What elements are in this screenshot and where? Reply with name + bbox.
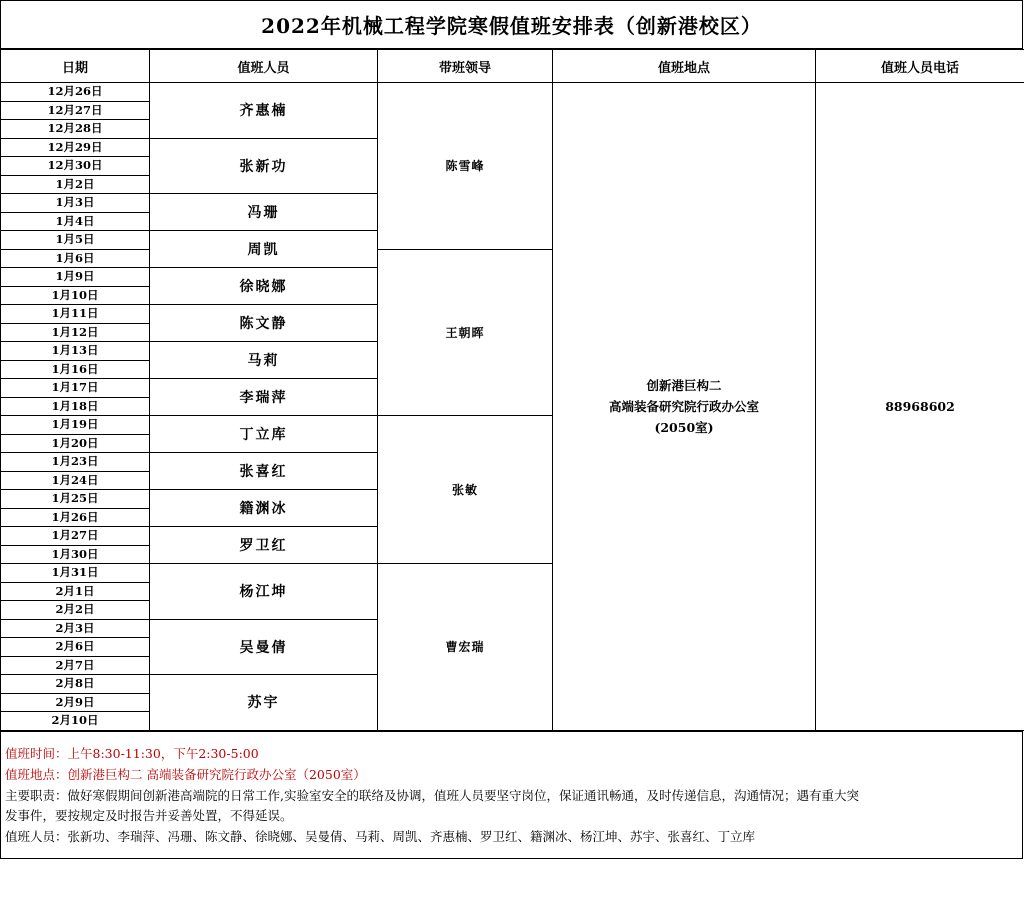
date-cell: 12月29日 bbox=[1, 138, 150, 157]
date-cell: 12月27日 bbox=[1, 101, 150, 120]
date-cell: 1月10日 bbox=[1, 286, 150, 305]
header-date: 日期 bbox=[1, 50, 150, 83]
schedule-body bbox=[1, 83, 1024, 731]
date-cell: 1月23日 bbox=[1, 453, 150, 472]
date-cell: 1月13日 bbox=[1, 342, 150, 361]
date-cell: 1月20日 bbox=[1, 434, 150, 453]
date-cell: 1月19日 bbox=[1, 416, 150, 435]
table-row bbox=[1, 83, 1024, 102]
date-cell: 2月8日 bbox=[1, 675, 150, 694]
header-phone: 值班人员电话 bbox=[816, 50, 1024, 83]
date-cell: 1月25日 bbox=[1, 490, 150, 509]
date-cell: 1月31日 bbox=[1, 564, 150, 583]
location-cell bbox=[553, 83, 816, 731]
staff-cell: 张喜红 bbox=[150, 453, 378, 490]
date-cell: 1月27日 bbox=[1, 527, 150, 546]
staff-cell: 李瑞萍 bbox=[150, 379, 378, 416]
date-cell: 1月16日 bbox=[1, 360, 150, 379]
date-cell: 1月5日 bbox=[1, 231, 150, 250]
date-cell: 12月28日 bbox=[1, 120, 150, 139]
leader-cell: 张敏 bbox=[378, 416, 553, 564]
staff-cell: 徐晓娜 bbox=[150, 268, 378, 305]
duty-staff-list: 值班人员：张新功、李瑞萍、冯珊、陈文静、徐晓娜、吴曼倩、马莉、周凯、齐惠楠、罗卫红、籍渊冰、杨江坤、苏宇、张喜红、丁立库 bbox=[5, 829, 756, 845]
staff-cell: 杨江坤 bbox=[150, 564, 378, 620]
staff-cell: 苏宇 bbox=[150, 675, 378, 731]
location-line3: (2050室) bbox=[654, 419, 714, 435]
date-cell: 1月11日 bbox=[1, 305, 150, 324]
staff-cell: 陈文静 bbox=[150, 305, 378, 342]
staff-cell: 罗卫红 bbox=[150, 527, 378, 564]
date-cell: 1月17日 bbox=[1, 379, 150, 398]
staff-cell: 丁立库 bbox=[150, 416, 378, 453]
date-cell: 1月2日 bbox=[1, 175, 150, 194]
leader-cell: 王朝晖 bbox=[378, 249, 553, 416]
staff-cell: 冯珊 bbox=[150, 194, 378, 231]
date-cell: 1月18日 bbox=[1, 397, 150, 416]
date-cell: 2月7日 bbox=[1, 656, 150, 675]
header-row bbox=[1, 50, 1024, 83]
sheet-title: 2022年机械工程学院寒假值班安排表（创新港校区） bbox=[0, 0, 1023, 49]
date-cell: 1月30日 bbox=[1, 545, 150, 564]
date-cell: 2月2日 bbox=[1, 601, 150, 620]
header-leader: 带班领导 bbox=[378, 50, 553, 83]
staff-cell: 籍渊冰 bbox=[150, 490, 378, 527]
phone-cell: 88968602 bbox=[816, 83, 1024, 731]
date-cell: 1月26日 bbox=[1, 508, 150, 527]
location-line2: 高端装备研究院行政办公室 bbox=[608, 398, 759, 414]
staff-cell: 齐惠楠 bbox=[150, 83, 378, 139]
leader-cell: 曹宏瑞 bbox=[378, 564, 553, 731]
date-cell: 12月30日 bbox=[1, 157, 150, 176]
date-cell: 2月6日 bbox=[1, 638, 150, 657]
leader-cell: 陈雪峰 bbox=[378, 83, 553, 250]
date-cell: 1月9日 bbox=[1, 268, 150, 287]
notes-section bbox=[0, 731, 1023, 859]
date-cell: 2月3日 bbox=[1, 619, 150, 638]
duty-responsibility-line1: 主要职责：做好寒假期间创新港高端院的日常工作,实验室安全的联络及协调，值班人员要坚守岗位，保证通讯畅通，及时传递信息，沟通情况；遇有重大突 bbox=[5, 787, 859, 803]
header-location: 值班地点 bbox=[553, 50, 816, 83]
location-line1: 创新港巨构二 bbox=[646, 377, 722, 393]
date-cell: 2月9日 bbox=[1, 693, 150, 712]
date-cell: 2月10日 bbox=[1, 712, 150, 731]
date-cell: 1月6日 bbox=[1, 249, 150, 268]
duty-responsibility-line2: 发事件，要按规定及时报告并妥善处置，不得延误。 bbox=[5, 808, 293, 824]
duty-place-note: 值班地点：创新港巨构二 高端装备研究院行政办公室（2050室） bbox=[5, 766, 366, 782]
date-cell: 1月24日 bbox=[1, 471, 150, 490]
schedule-table bbox=[0, 49, 1024, 731]
date-cell: 1月12日 bbox=[1, 323, 150, 342]
staff-cell: 周凯 bbox=[150, 231, 378, 268]
date-cell: 1月3日 bbox=[1, 194, 150, 213]
date-cell: 1月4日 bbox=[1, 212, 150, 231]
header-staff: 值班人员 bbox=[150, 50, 378, 83]
staff-cell: 吴曼倩 bbox=[150, 619, 378, 675]
staff-cell: 张新功 bbox=[150, 138, 378, 194]
duty-time-note: 值班时间：上午8:30-11:30，下午2:30-5:00 bbox=[5, 746, 259, 761]
staff-cell: 马莉 bbox=[150, 342, 378, 379]
date-cell: 2月1日 bbox=[1, 582, 150, 601]
date-cell: 12月26日 bbox=[1, 83, 150, 102]
